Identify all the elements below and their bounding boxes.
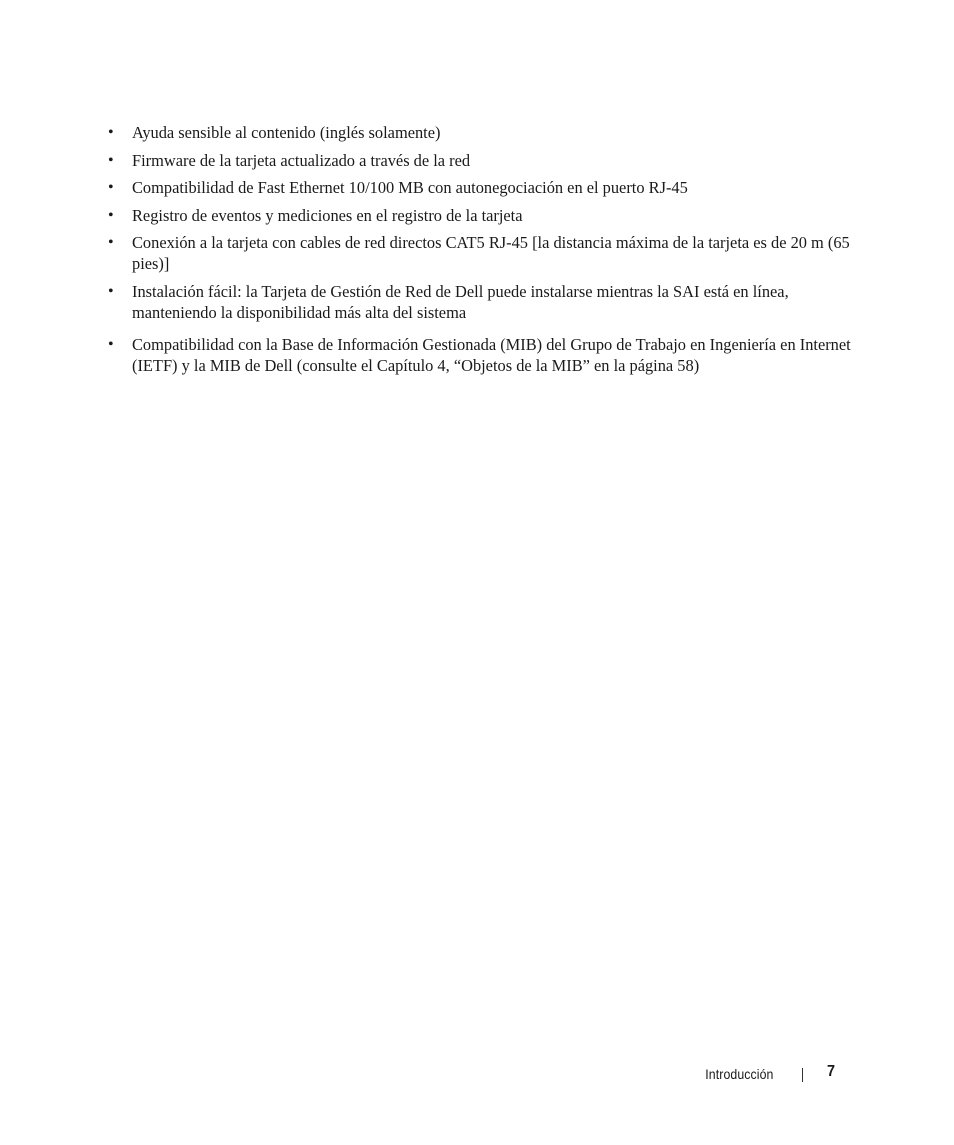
page-footer [0,1062,954,1086]
bullet-icon: • [108,179,114,196]
list-item [108,281,868,323]
list-item-text: Conexión a la tarjeta con cables de red directos CAT5 RJ-45 [la distancia máxima de la tarjeta es de 20 m (65 pies)] [132,233,850,273]
list-item-text: Compatibilidad de Fast Ethernet 10/100 MB con autonegociación en el puerto RJ-45 [132,178,688,197]
bullet-icon: • [108,151,114,169]
bullet-icon: • [108,124,114,141]
list-item [108,334,868,376]
feature-bullet-list [108,122,868,382]
page-number: 7 [827,1063,836,1080]
list-item [108,122,868,143]
list-item [108,205,868,226]
bullet-icon: • [108,335,114,353]
list-item [108,232,868,274]
footer-section-title: Introducción [704,1066,773,1082]
list-item [108,177,868,198]
footer-divider [802,1068,803,1082]
list-item-text: Instalación fácil: la Tarjeta de Gestión de Red de Dell puede instalarse mientras la SAI está en línea, manteniendo la disponibilidad más alta del sistema [132,281,789,322]
bullet-icon: • [108,282,114,300]
list-item [108,150,868,171]
list-item-text: Firmware de la tarjeta actualizado a través de la red [132,150,471,170]
bullet-icon: • [108,206,114,224]
list-item-text: Compatibilidad con la Base de Información Gestionada (MIB) del Grupo de Trabajo en Ingeniería en Internet (IETF) y la MIB de Dell (consulte el Capítulo 4, “Objetos de la MIB” en la página 58) [132,334,851,375]
bullet-icon: • [108,234,114,251]
list-item-text: Registro de eventos y mediciones en el registro de la tarjeta [132,205,523,225]
list-item-text: Ayuda sensible al contenido (inglés solamente) [132,123,441,142]
